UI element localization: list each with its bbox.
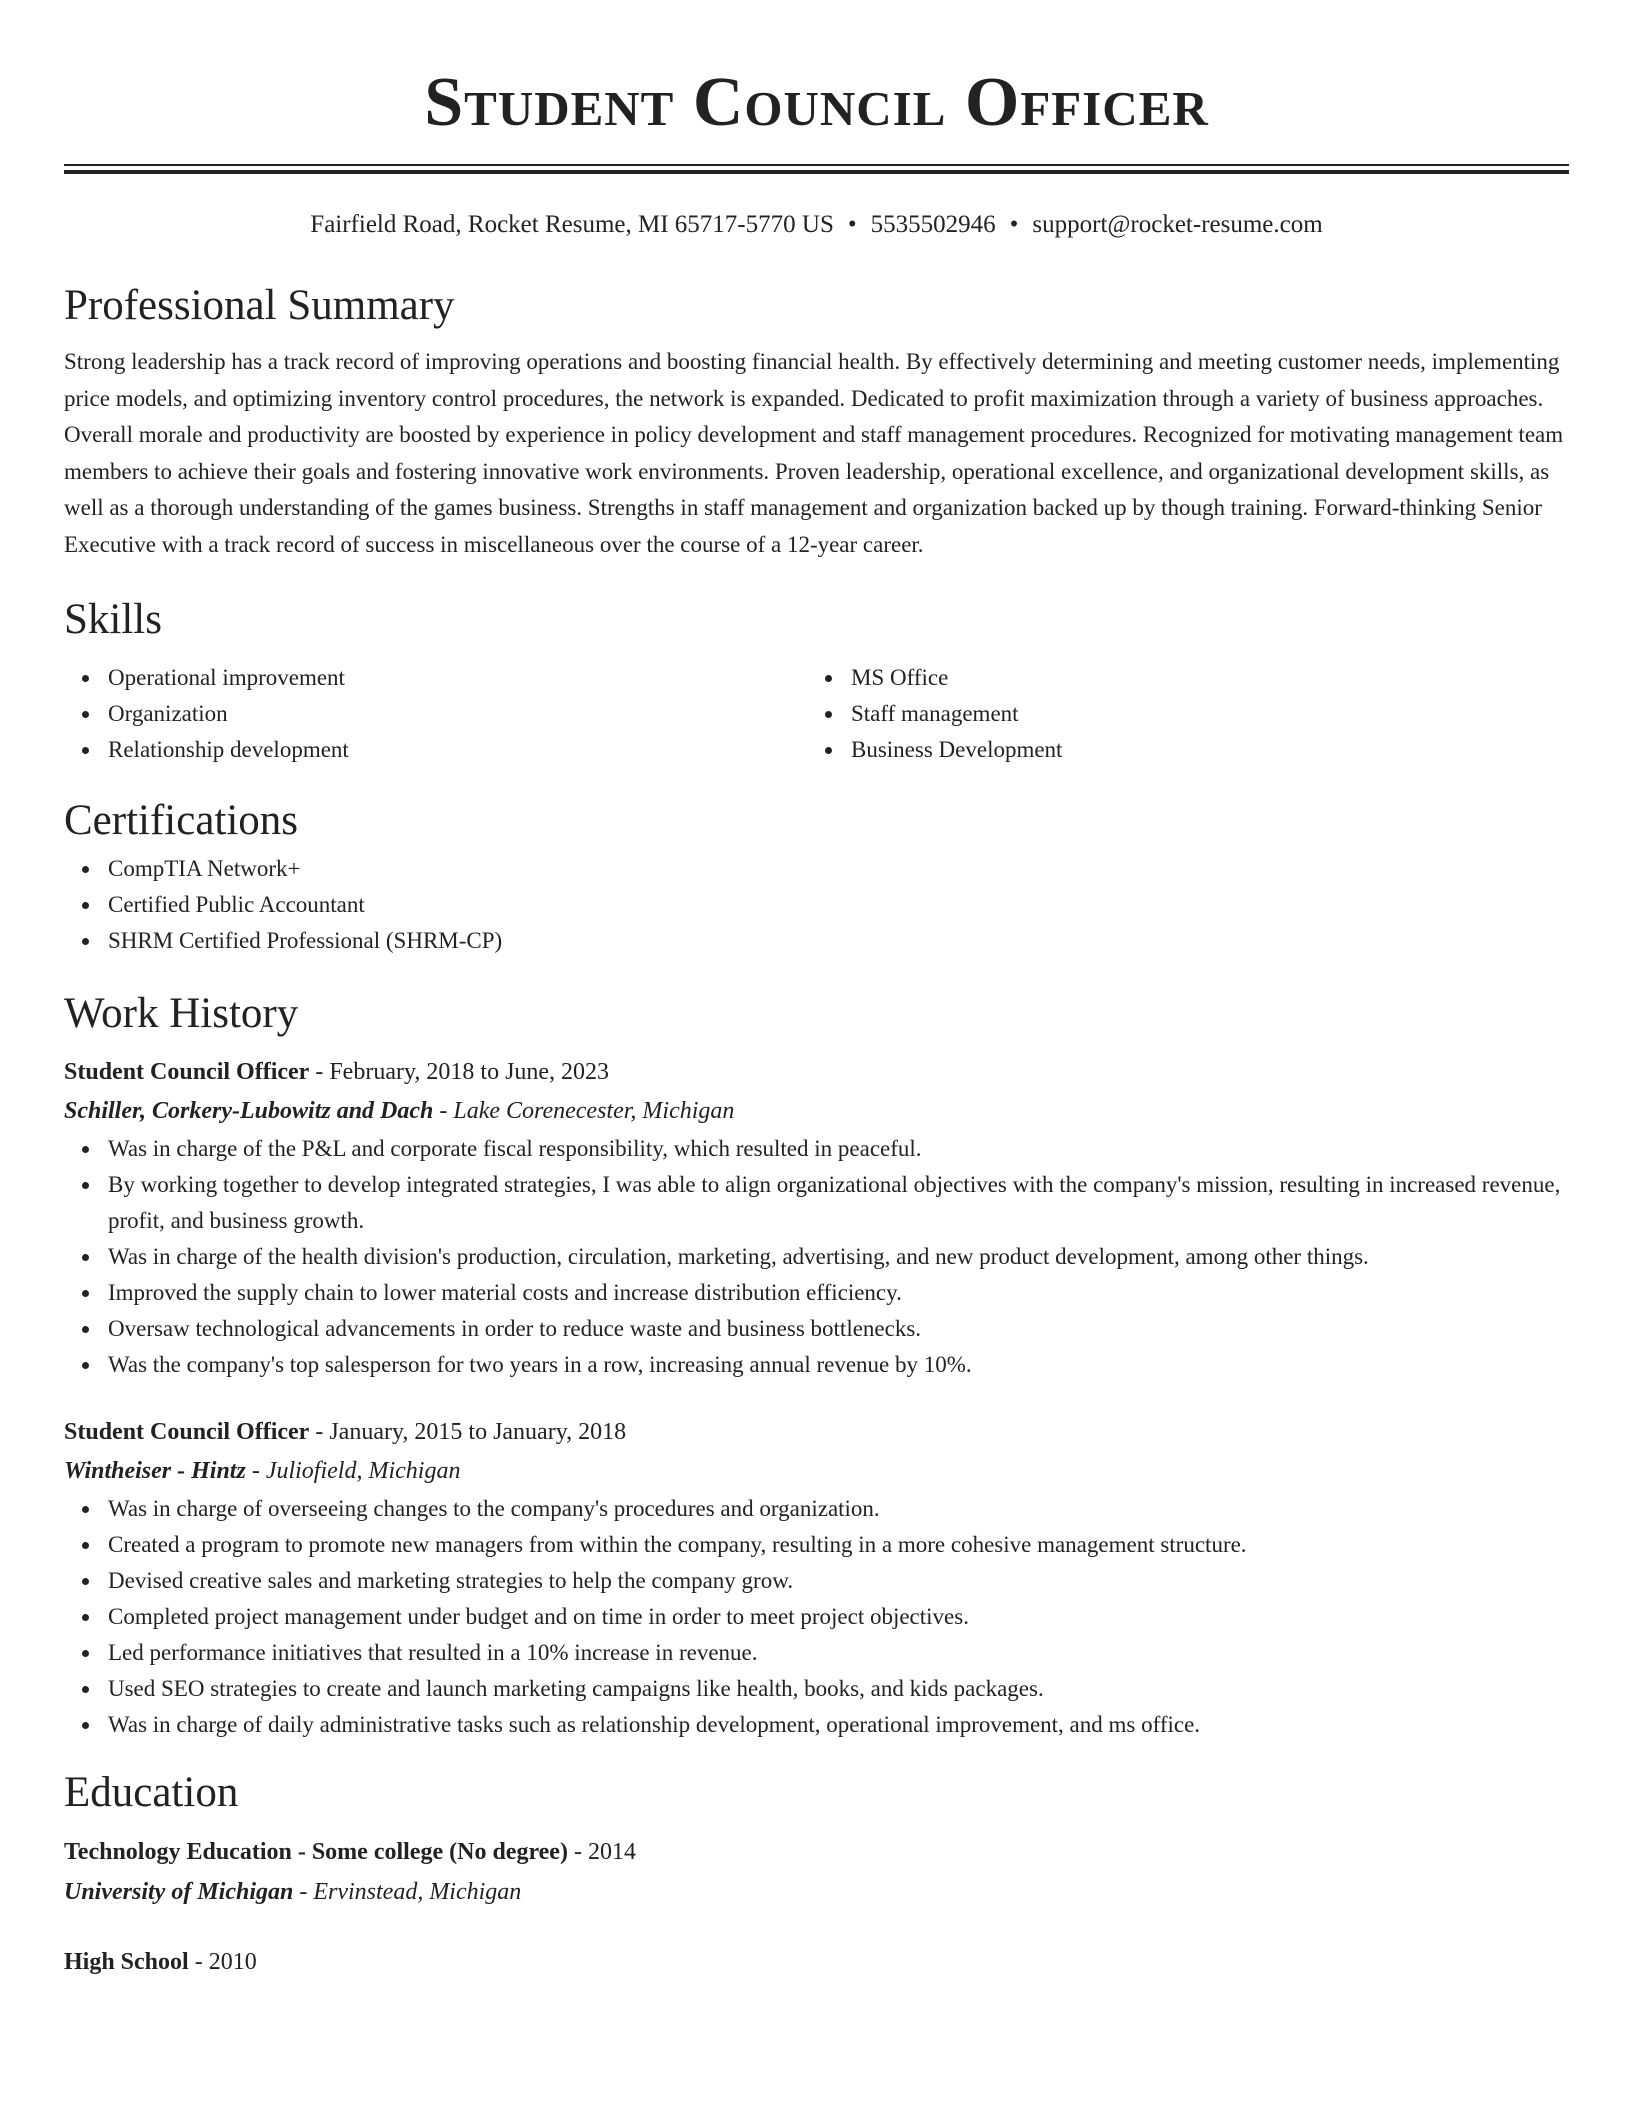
job-duty-item: Devised creative sales and marketing strategies to help the company grow. (64, 1563, 1569, 1599)
job-dates: - January, 2015 to January, 2018 (309, 1419, 627, 1445)
education-year: - 2010 (188, 1949, 257, 1975)
job-duty-item: Was in charge of daily administrative tasks such as relationship development, operational improvement, and ms office. (64, 1707, 1569, 1743)
job-duty-item: Oversaw technological advancements in order to reduce waste and business bottlenecks. (64, 1311, 1569, 1347)
certifications-list (64, 851, 1569, 959)
skill-item: Staff management (807, 696, 1550, 732)
job-header (64, 1413, 1569, 1451)
skills-grid (64, 660, 1569, 768)
education-location: - Ervinstead, Michigan (293, 1879, 522, 1905)
skill-item: Organization (64, 696, 807, 732)
job-location: - Juliofield, Michigan (245, 1458, 461, 1484)
job-duty-item: Was in charge of overseeing changes to the company's procedures and organization. (64, 1491, 1569, 1527)
job-duty-item: By working together to develop integrated strategies, I was able to align organizational objectives with the company's mission, resulting in increased revenue, profit, and business growth. (64, 1167, 1569, 1239)
job-duty-item: Was in charge of the P&L and corporate fiscal responsibility, which resulted in peaceful. (64, 1131, 1569, 1167)
job-duty-item: Was in charge of the health division's production, circulation, marketing, advertising, and new product development, among other things. (64, 1239, 1569, 1275)
certification-item: SHRM Certified Professional (SHRM-CP) (64, 923, 1569, 959)
job-duty-item: Was the company's top salesperson for two years in a row, increasing annual revenue by 10%. (64, 1347, 1569, 1383)
skill-item: Operational improvement (64, 660, 807, 696)
job-duty-item: Created a program to promote new managers from within the company, resulting in a more cohesive management structure. (64, 1527, 1569, 1563)
job-duty-item: Improved the supply chain to lower material costs and increase distribution efficiency. (64, 1275, 1569, 1311)
skills-column-right (807, 660, 1550, 768)
contact-line (64, 208, 1569, 242)
job-duty-item: Led performance initiatives that resulted in a 10% increase in revenue. (64, 1635, 1569, 1671)
section-title-summary: Professional Summary (64, 282, 455, 329)
education-entry (64, 1942, 1569, 1982)
education-section (64, 1763, 1569, 1982)
certification-item: CompTIA Network+ (64, 851, 1569, 887)
education-institution (64, 1872, 1569, 1912)
certifications-section (64, 791, 1569, 959)
skills-column-left (64, 660, 807, 768)
education-year: - 2014 (567, 1839, 636, 1865)
job-company: Schiller, Corkery-Lubowitz and Dach (64, 1098, 434, 1124)
skill-item: MS Office (807, 660, 1550, 696)
contact-address: Fairfield Road, Rocket Resume, MI 65717-5770 US (310, 211, 834, 238)
job-company: Wintheiser - Hintz (64, 1458, 246, 1484)
skill-item: Relationship development (64, 732, 807, 768)
job-employer (64, 1451, 1569, 1491)
job-location: - Lake Corenecester, Michigan (433, 1098, 735, 1124)
header-divider (64, 164, 1569, 174)
section-title-education: Education (64, 1769, 239, 1816)
section-title-skills: Skills (64, 596, 162, 643)
job-duty-item: Completed project management under budget and on time in order to meet project objectives. (64, 1599, 1569, 1635)
summary-text: Strong leadership has a track record of improving operations and boosting financial health. By effectively determining and meeting customer needs, implementing price models, and optimizing inventory control procedures, the network is expanded. Dedicated to profit maximization through a variety of business approaches. Overall morale and productivity are boosted by experience in policy development and staff management procedures. Recognized for motivating management team members to achieve their goals and fostering innovative work environments. Proven leadership, operational excellence, and organizational development skills, as well as a thorough understanding of the games business. Strengths in staff management and organization backed up by though training. Forward-thinking Senior Executive with a track record of success in miscellaneous over the course of a 12-year career. (64, 349, 1564, 557)
education-degree: Technology Education - Some college (No degree) (64, 1839, 568, 1865)
contact-phone[interactable]: 5535502946 (870, 211, 996, 238)
section-title-work-history: Work History (64, 990, 299, 1037)
skill-item: Business Development (807, 732, 1550, 768)
job-employer (64, 1091, 1569, 1131)
contact-separator: • (847, 211, 857, 238)
job-entry (64, 1053, 1569, 1383)
job-dates: - February, 2018 to June, 2023 (309, 1059, 610, 1085)
job-role: Student Council Officer (64, 1059, 310, 1085)
education-entry (64, 1832, 1569, 1912)
summary-section (64, 276, 1569, 563)
section-title-certifications: Certifications (64, 797, 299, 844)
education-degree: High School (64, 1949, 189, 1975)
resume-page (64, 0, 1569, 1982)
job-duties-list (64, 1131, 1569, 1383)
job-role: Student Council Officer (64, 1419, 310, 1445)
certification-item: Certified Public Accountant (64, 887, 1569, 923)
resume-name: Student Council Officer (424, 64, 1209, 141)
education-header (64, 1832, 1569, 1872)
contact-separator: • (1009, 211, 1019, 238)
job-duties-list (64, 1491, 1569, 1743)
skills-section (64, 590, 1569, 768)
education-header (64, 1942, 1569, 1982)
work-history-section (64, 984, 1569, 1743)
contact-email[interactable]: support@rocket-resume.com (1032, 211, 1323, 238)
job-duty-item: Used SEO strategies to create and launch marketing campaigns like health, books, and kids packages. (64, 1671, 1569, 1707)
job-entry (64, 1413, 1569, 1743)
education-school: University of Michigan (64, 1879, 294, 1905)
job-header (64, 1053, 1569, 1091)
